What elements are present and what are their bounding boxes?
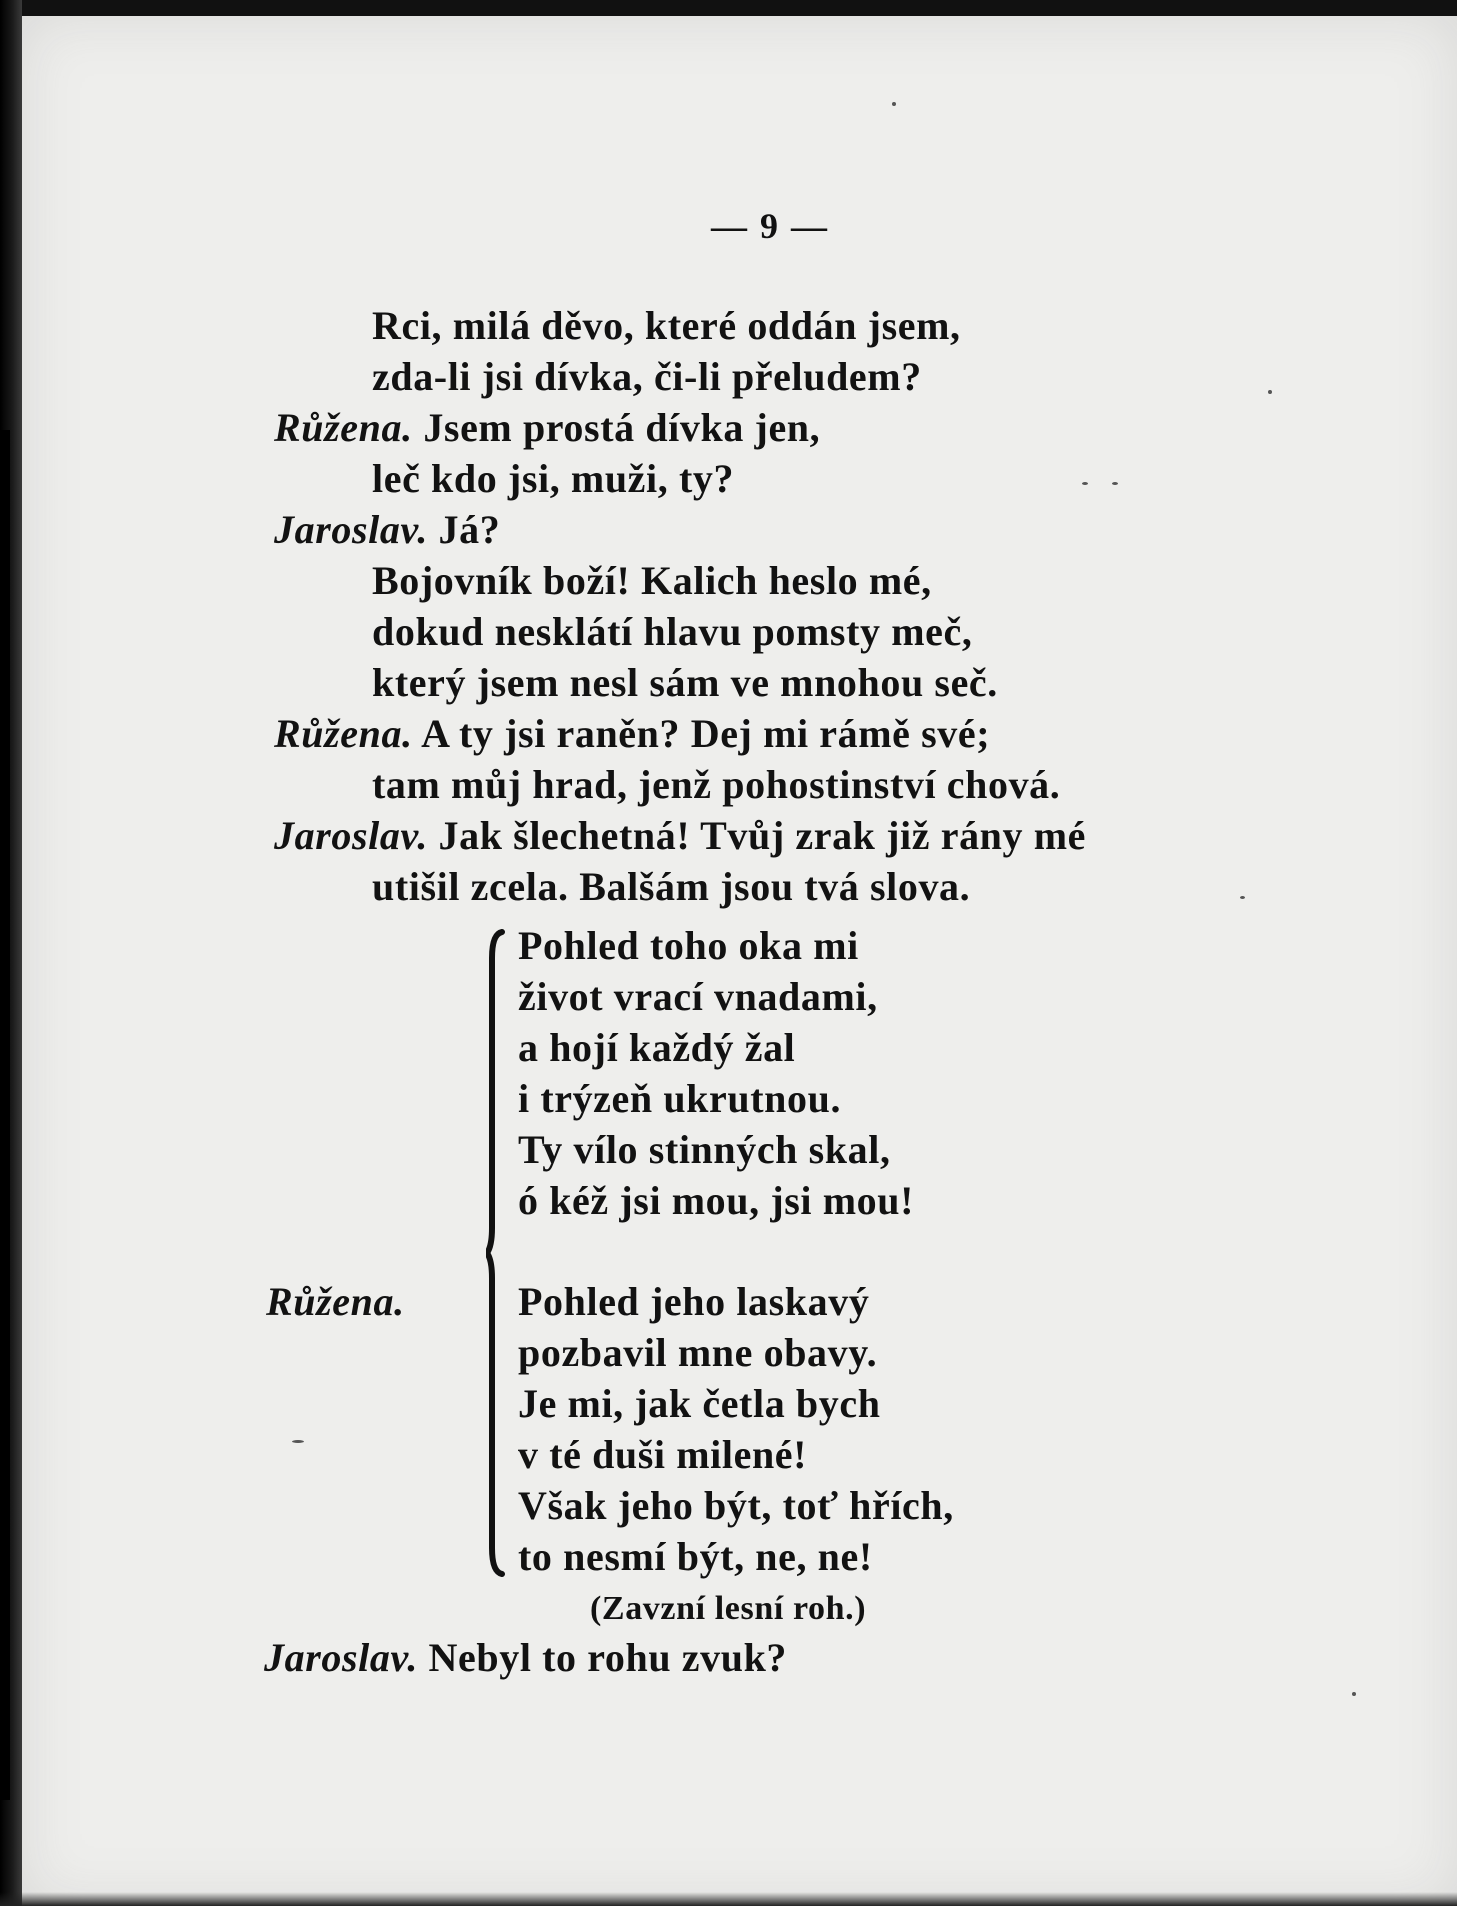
duet-line: a hojí každý žal [518, 1025, 796, 1070]
spine-band [0, 430, 10, 1800]
stage-direction: (Zavzní lesní roh.) [590, 1590, 867, 1627]
verse-line: tam můj hrad, jenž pohostinství chová. [372, 762, 1061, 807]
duet-line: život vrací vnadami, [518, 974, 878, 1019]
duet-brace [486, 928, 506, 1578]
duet-line: Pohled jeho laskavý [518, 1279, 870, 1324]
speaker-name: Růžena. [266, 1279, 405, 1324]
verse-text: Jak šlechetná! Tvůj zrak již rány mé [438, 813, 1086, 858]
verse-text: Jsem prostá dívka jen, [423, 405, 821, 450]
dust-speck [892, 102, 896, 106]
dialogue-line [274, 506, 500, 553]
duet-line: i trýzeň ukrutnou. [518, 1076, 842, 1121]
verse-line: utišil zcela. Balšám jsou tvá slova. [372, 864, 971, 909]
verse-line: Rci, milá děvo, které oddán jsem, [372, 303, 961, 348]
verse-text: A ty jsi raněn? Dej mi rámě své; [421, 711, 991, 756]
dialogue-line [274, 710, 990, 757]
verse-text: Nebyl to rohu zvuk? [428, 1635, 788, 1680]
duet-line: Ty vílo stinných skal, [518, 1127, 891, 1172]
dialogue-line [274, 404, 820, 451]
duet-line: Však jeho být, toť hřích, [518, 1483, 954, 1528]
verse-line: který jsem nesl sám ve mnohou seč. [372, 660, 998, 705]
speaker-name: Jaroslav. [274, 813, 428, 858]
duet-line: ó kéž jsi mou, jsi mou! [518, 1178, 915, 1223]
verse-line: Bojovník boží! Kalich heslo mé, [372, 558, 932, 603]
speaker-name: Jaroslav. [274, 507, 428, 552]
speaker-name: Růžena. [274, 711, 413, 756]
dialogue-line [264, 1634, 787, 1681]
duet-line: to nesmí být, ne, ne! [518, 1534, 873, 1579]
dust-speck [1082, 482, 1088, 485]
verse-line: zda-li jsi dívka, či-li přeludem? [372, 354, 922, 399]
duet-line: Pohled toho oka mi [518, 923, 859, 968]
dust-speck [292, 1440, 304, 1443]
page-number: — 9 — [711, 206, 829, 246]
dust-speck [1268, 390, 1272, 394]
page-bottom-edge [0, 1892, 1457, 1906]
duet-line: v té duši milené! [518, 1432, 808, 1477]
dust-speck [1352, 1692, 1356, 1696]
verse-line: dokud nesklátí hlavu pomsty meč, [372, 609, 973, 654]
dialogue-line [274, 812, 1086, 859]
speaker-name: Růžena. [274, 405, 413, 450]
verse-text: Já? [438, 507, 501, 552]
dust-speck [1240, 896, 1245, 899]
speaker-name: Jaroslav. [264, 1635, 418, 1680]
verse-line: leč kdo jsi, muži, ty? [372, 456, 735, 501]
duet-line: pozbavil mne obavy. [518, 1330, 878, 1375]
dust-speck [1112, 482, 1118, 485]
duet-line: Je mi, jak četla bych [518, 1381, 881, 1426]
